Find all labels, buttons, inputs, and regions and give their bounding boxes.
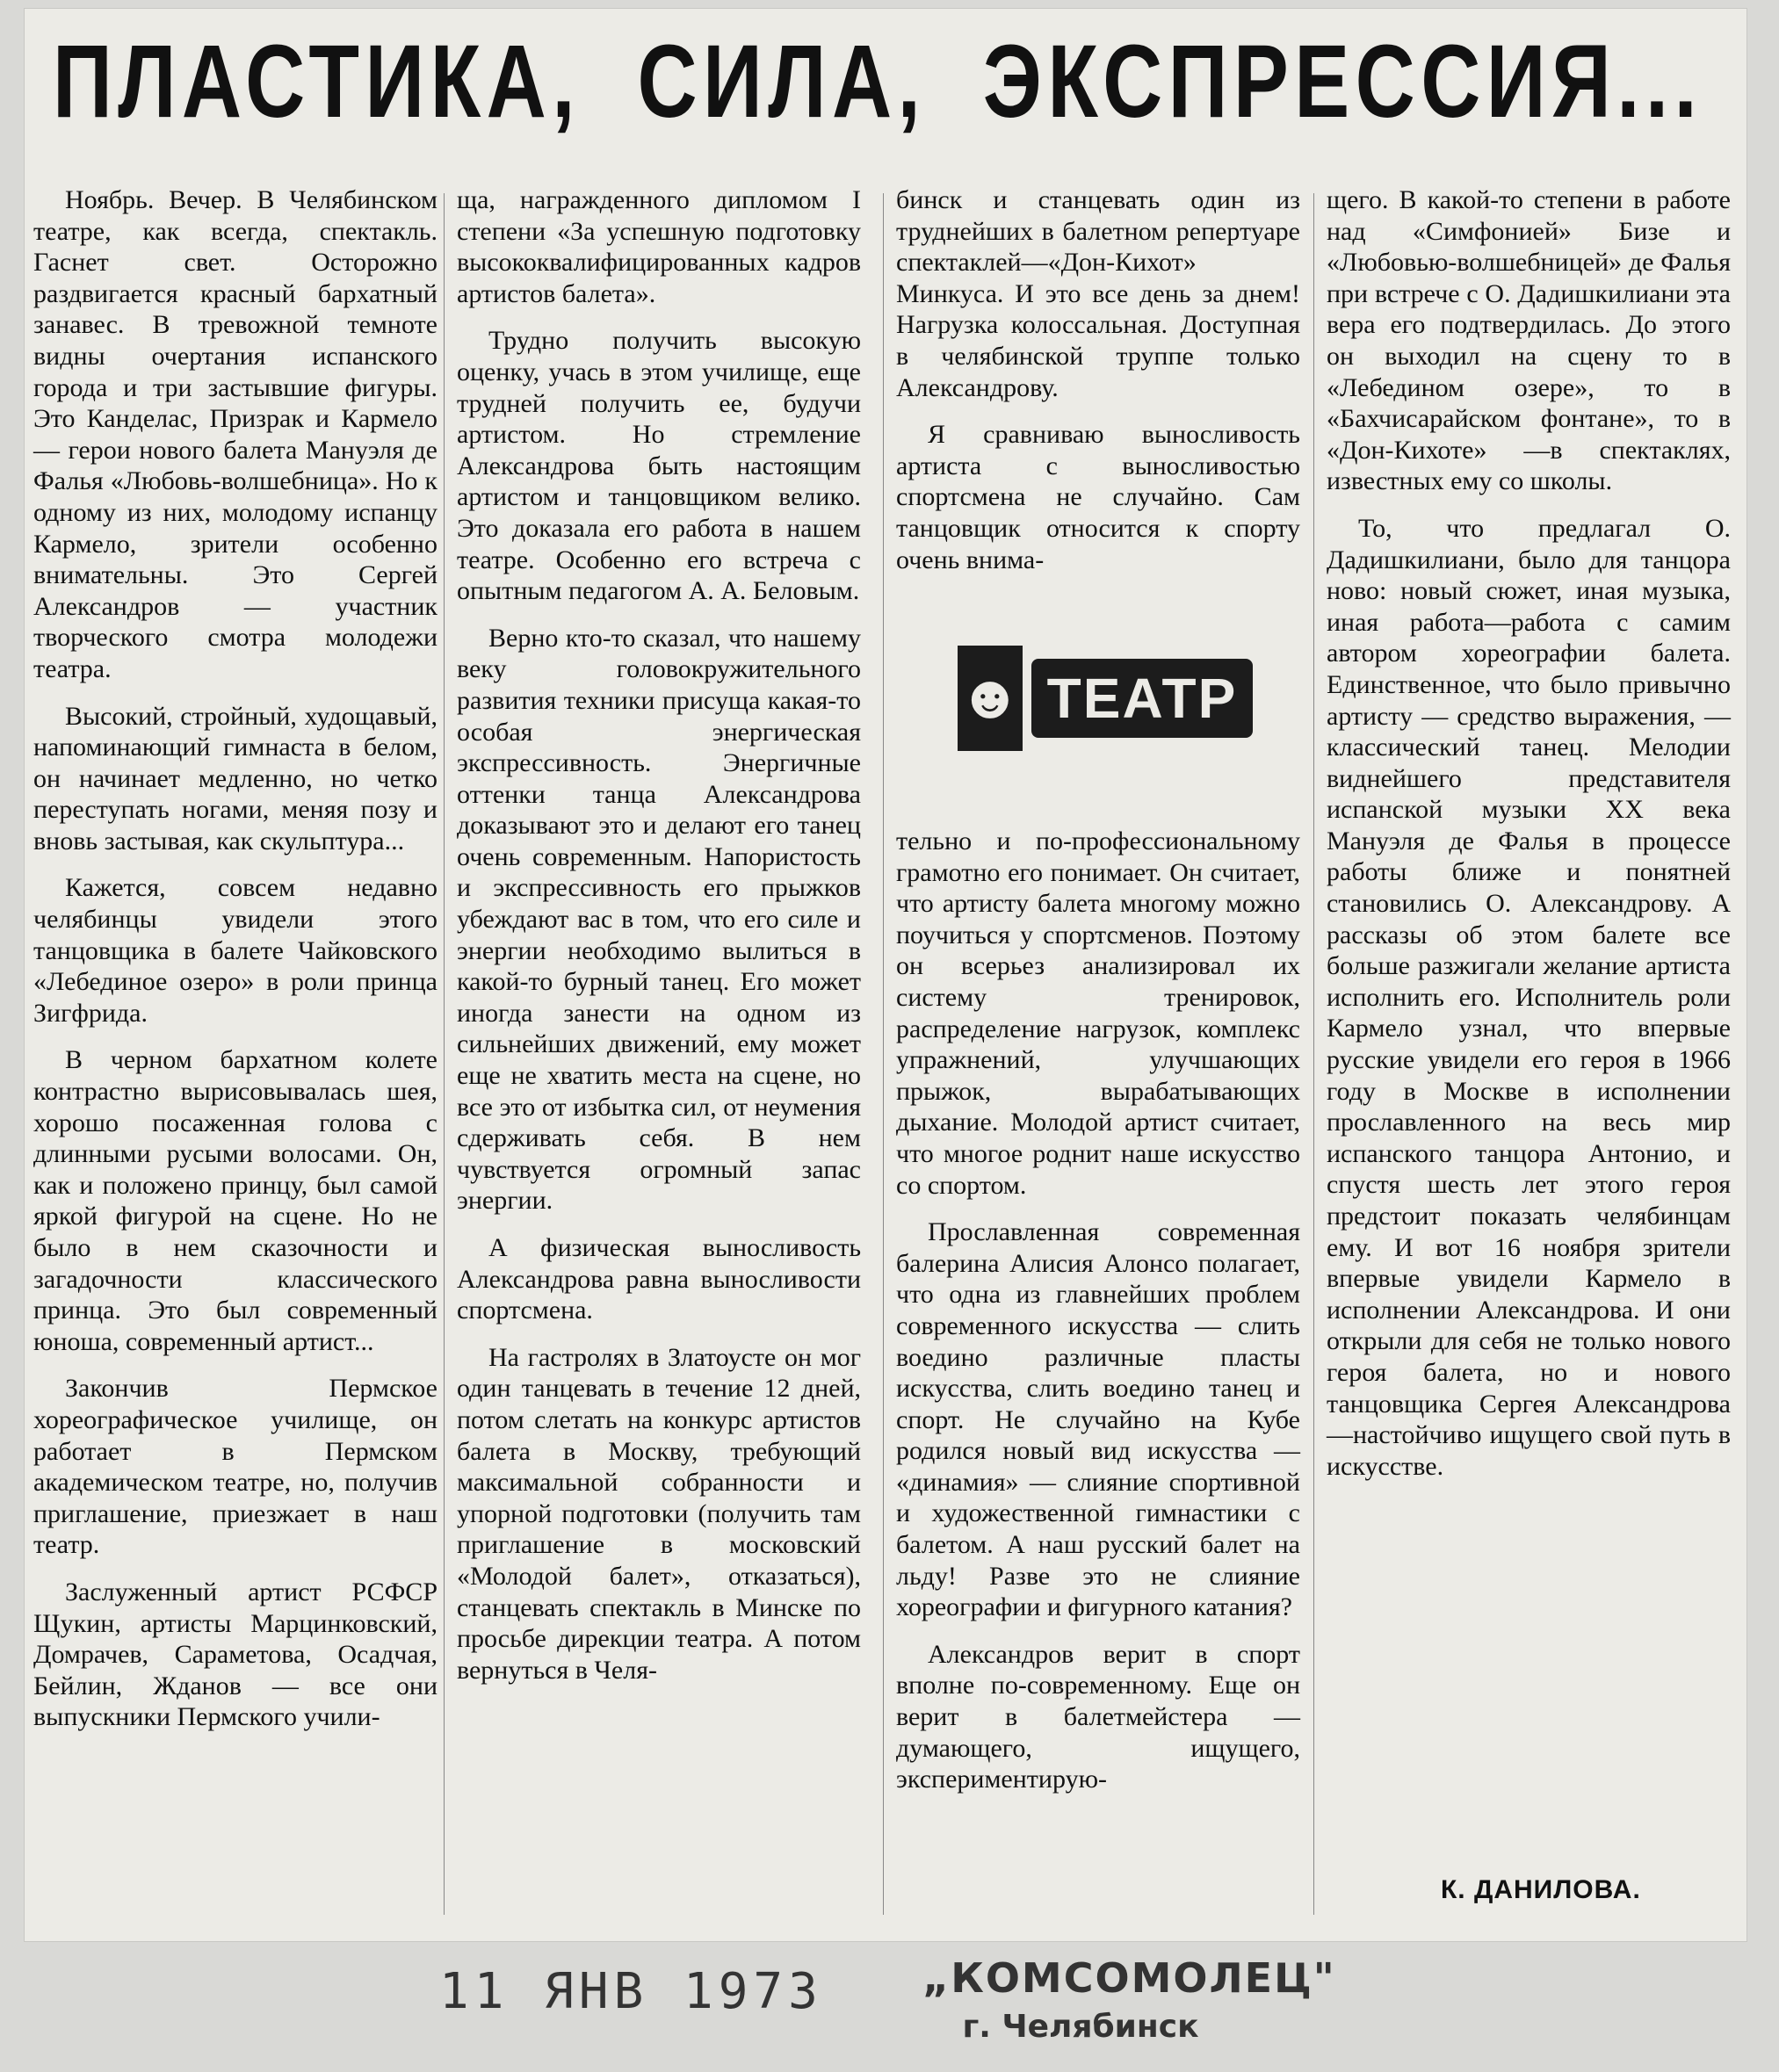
paragraph: В черном бархатном колете контрастно вырисовывалась шея, хорошо посаженная голова с длинными русыми волосами. Он, как и положено принцу, был самой яркой фигурой на сцене. Но не было в нем сказочности и загадочности классического принца. Это был современный юноша, современный артист... — [33, 1045, 438, 1356]
paragraph: Ноябрь. Вечер. В Челябинском театре, как всегда, спектакль. Гаснет свет. Осторожно раздвигается красный бархатный занавес. В тревожной темноте видны очертания испанского города и три застывшие фигуры. Это Канделас, Призрак и Кармело — герои нового балета Мануэля де Фалья «Любовь-волшебница». Но к одному из них, молодому испанцу Кармело, зрители особенно внимательны. Это Сергей Александров — участник творческого смотра молодежи театра. — [33, 185, 438, 683]
article-column-1 — [33, 184, 438, 1749]
paragraph: Прославленная современная балерина Алисия Алонсо полагает, что одна из главнейших проблем современного искусства — слить воедино различные пласты искусства, слить воедино танец и спорт. Не случайно на Кубе родился новый вид искусства — «динамия» — слияние спортивной и художественной гимнастики с балетом. А наш русский балет на льду! Разве это не слияние хореографии и фигурного катания? — [896, 1217, 1300, 1622]
paragraph: Заслуженный артист РСФСР Щукин, артисты Марцинковский, Домрачев, Сараметова, Осадчая, Бейлин, Жданов — все они выпускники Пермского учили- — [33, 1577, 438, 1732]
column-divider — [444, 193, 445, 1915]
paragraph: То, что предлагал О. Дадишкилиани, было для танцора ново: новый сюжет, иная музыка, иная работа—работа с самим автором хореографии балета. Единственное, что было привычно артисту — средство выражения, — классический танец. Мелодии виднейшего представителя испанской музыки XX века Мануэля де Фалья в процессе работы ближе и понятней становились О. Александрову. А рассказы об этом балете все больше разжигали желание артиста исполнить его. Исполнитель роли Кармело узнал, что впервые русские увидели его героя в 1966 году в Москве в исполнении прославленного на весь мир испанского танцора Антонио, и спустя шесть лет этого героя предстоит показать челябинцам ему. И вот 16 ноября зрители впервые увидели Кармело в исполнении Александрова. И они открыли для себя не только нового героя балета, но и нового танцовщика Сергея Александрова—настойчиво ищущего свой путь в искусстве. — [1327, 513, 1731, 1481]
theatre-rubric-logo — [958, 646, 1247, 751]
column-divider — [1313, 193, 1314, 1915]
paragraph: Верно кто-то сказал, что нашему веку головокружительного развития техники присуща какая-то особая энергическая экспрессивность. Энергичные оттенки танца Александрова доказывают это и делают его танец очень современным. Напористость и экспрессивность его прыжков убеждают вас в том, что его силе и энергии необходимо вылиться в какой-то бурный танец. Его может иногда занести на одном из сильнейших движений, ему может еще не хватить места на сцене, но все это от избытка сил, от неумения сдерживать себя. В нем чувствуется огромный запас энергии. — [457, 623, 861, 1216]
paragraph: Кажется, совсем недавно челябинцы увидели этого танцовщика в балете Чайковского «Лебединое озеро» в роли принца Зигфрида. — [33, 873, 438, 1028]
newspaper-stamp — [922, 1954, 1336, 2045]
newspaper-city: г. Челябинск — [962, 2009, 1199, 2045]
paragraph: На гастролях в Златоусте он мог один танцевать в течение 12 дней, потом слетать на конкурс артистов балета в Москву, требующий максимальной собранности и упорной подготовки (получить там приглашение в московский «Молодой балет», отказаться), станцевать спектакль в Минске по просьбе дирекции театра. А потом вернуться в Челя- — [457, 1342, 861, 1685]
newspaper-name: „КОМСОМОЛЕЦ" — [922, 1954, 1336, 2002]
rubric-label-box — [1031, 659, 1254, 738]
date-stamp: 11 ЯНВ 1973 — [439, 1963, 823, 2020]
article-column-2 — [457, 184, 861, 1701]
paragraph: Я сравниваю выносливость артиста с выносливостью спортсмена не случайно. Сам танцовщик относится к спорту очень внима- — [896, 420, 1300, 574]
article-author: К. ДАНИЛОВА. — [1441, 1875, 1641, 1904]
paragraph: А физическая выносливость Александрова равна выносливости спортсмена. — [457, 1233, 861, 1325]
article-title: ПЛАСТИКА, СИЛА, ЭКСПРЕССИЯ... — [53, 24, 1703, 140]
rubric-label: ТЕАТР — [1046, 667, 1238, 730]
column-divider — [883, 193, 884, 1915]
paragraph: Александров верит в спорт вполне по-современному. Еще он верит в балетмейстера — думающего, ищущего, экспериментирую- — [896, 1639, 1300, 1794]
paragraph: Высокий, стройный, худощавый, напоминающий гимнаста в белом, он начинает медленно, но четко переступать ногами, меняя позу и вновь застывая, как скульптура... — [33, 701, 438, 856]
paragraph: ща, награжденного дипломом I степени «За успешную подготовку высококвалифицированных кадров артистов балета». — [457, 185, 861, 308]
paragraph: Трудно получить высокую оценку, учась в этом училище, еще трудней получить ее, будучи артистом. Но стремление Александрова быть настоящим артистом и танцовщиком велико. Это доказала его работа в нашем театре. Особенно его встреча с опытным педагогом А. А. Беловым. — [457, 326, 861, 606]
paragraph: бинск и станцевать один из труднейших в балетном репертуаре спектаклей—«Дон-Кихот» Минкуса. И это все день за днем! Нагрузка колоссальная. Доступная в челябинской труппе только Александрову. — [896, 185, 1300, 402]
paragraph: тельно и по-профессиональному грамотно его понимает. Он считает, что артисту балета многому можно поучиться у спортсменов. Поэтому он всерьез анализировал их систему тренировок, распределение нагрузок, комплекс упражнений, улучшающих прыжок, вырабатывающих дыхание. Молодой артист считает, что многое роднит наше искусство со спортом. — [896, 827, 1300, 1200]
paragraph: щего. В какой-то степени в работе над «Симфонией» Бизе и «Любовью-волшебницей» де Фалья при встрече с О. Дадишкилиани эта вера его подтвердилась. До этого он выходил на сцену то в «Лебедином озере», то в «Бахчисарайском фонтане», то в «Дон-Кихоте» —в спектаклях, известных ему со школы. — [1327, 185, 1731, 496]
article-column-4 — [1327, 184, 1731, 1498]
paragraph: Закончив Пермское хореографическое училище, он работает в Пермском академическом театре, но, получив приглашение, приезжает в наш театр. — [33, 1374, 438, 1560]
theatre-masks-icon: ☻ — [958, 646, 1023, 751]
